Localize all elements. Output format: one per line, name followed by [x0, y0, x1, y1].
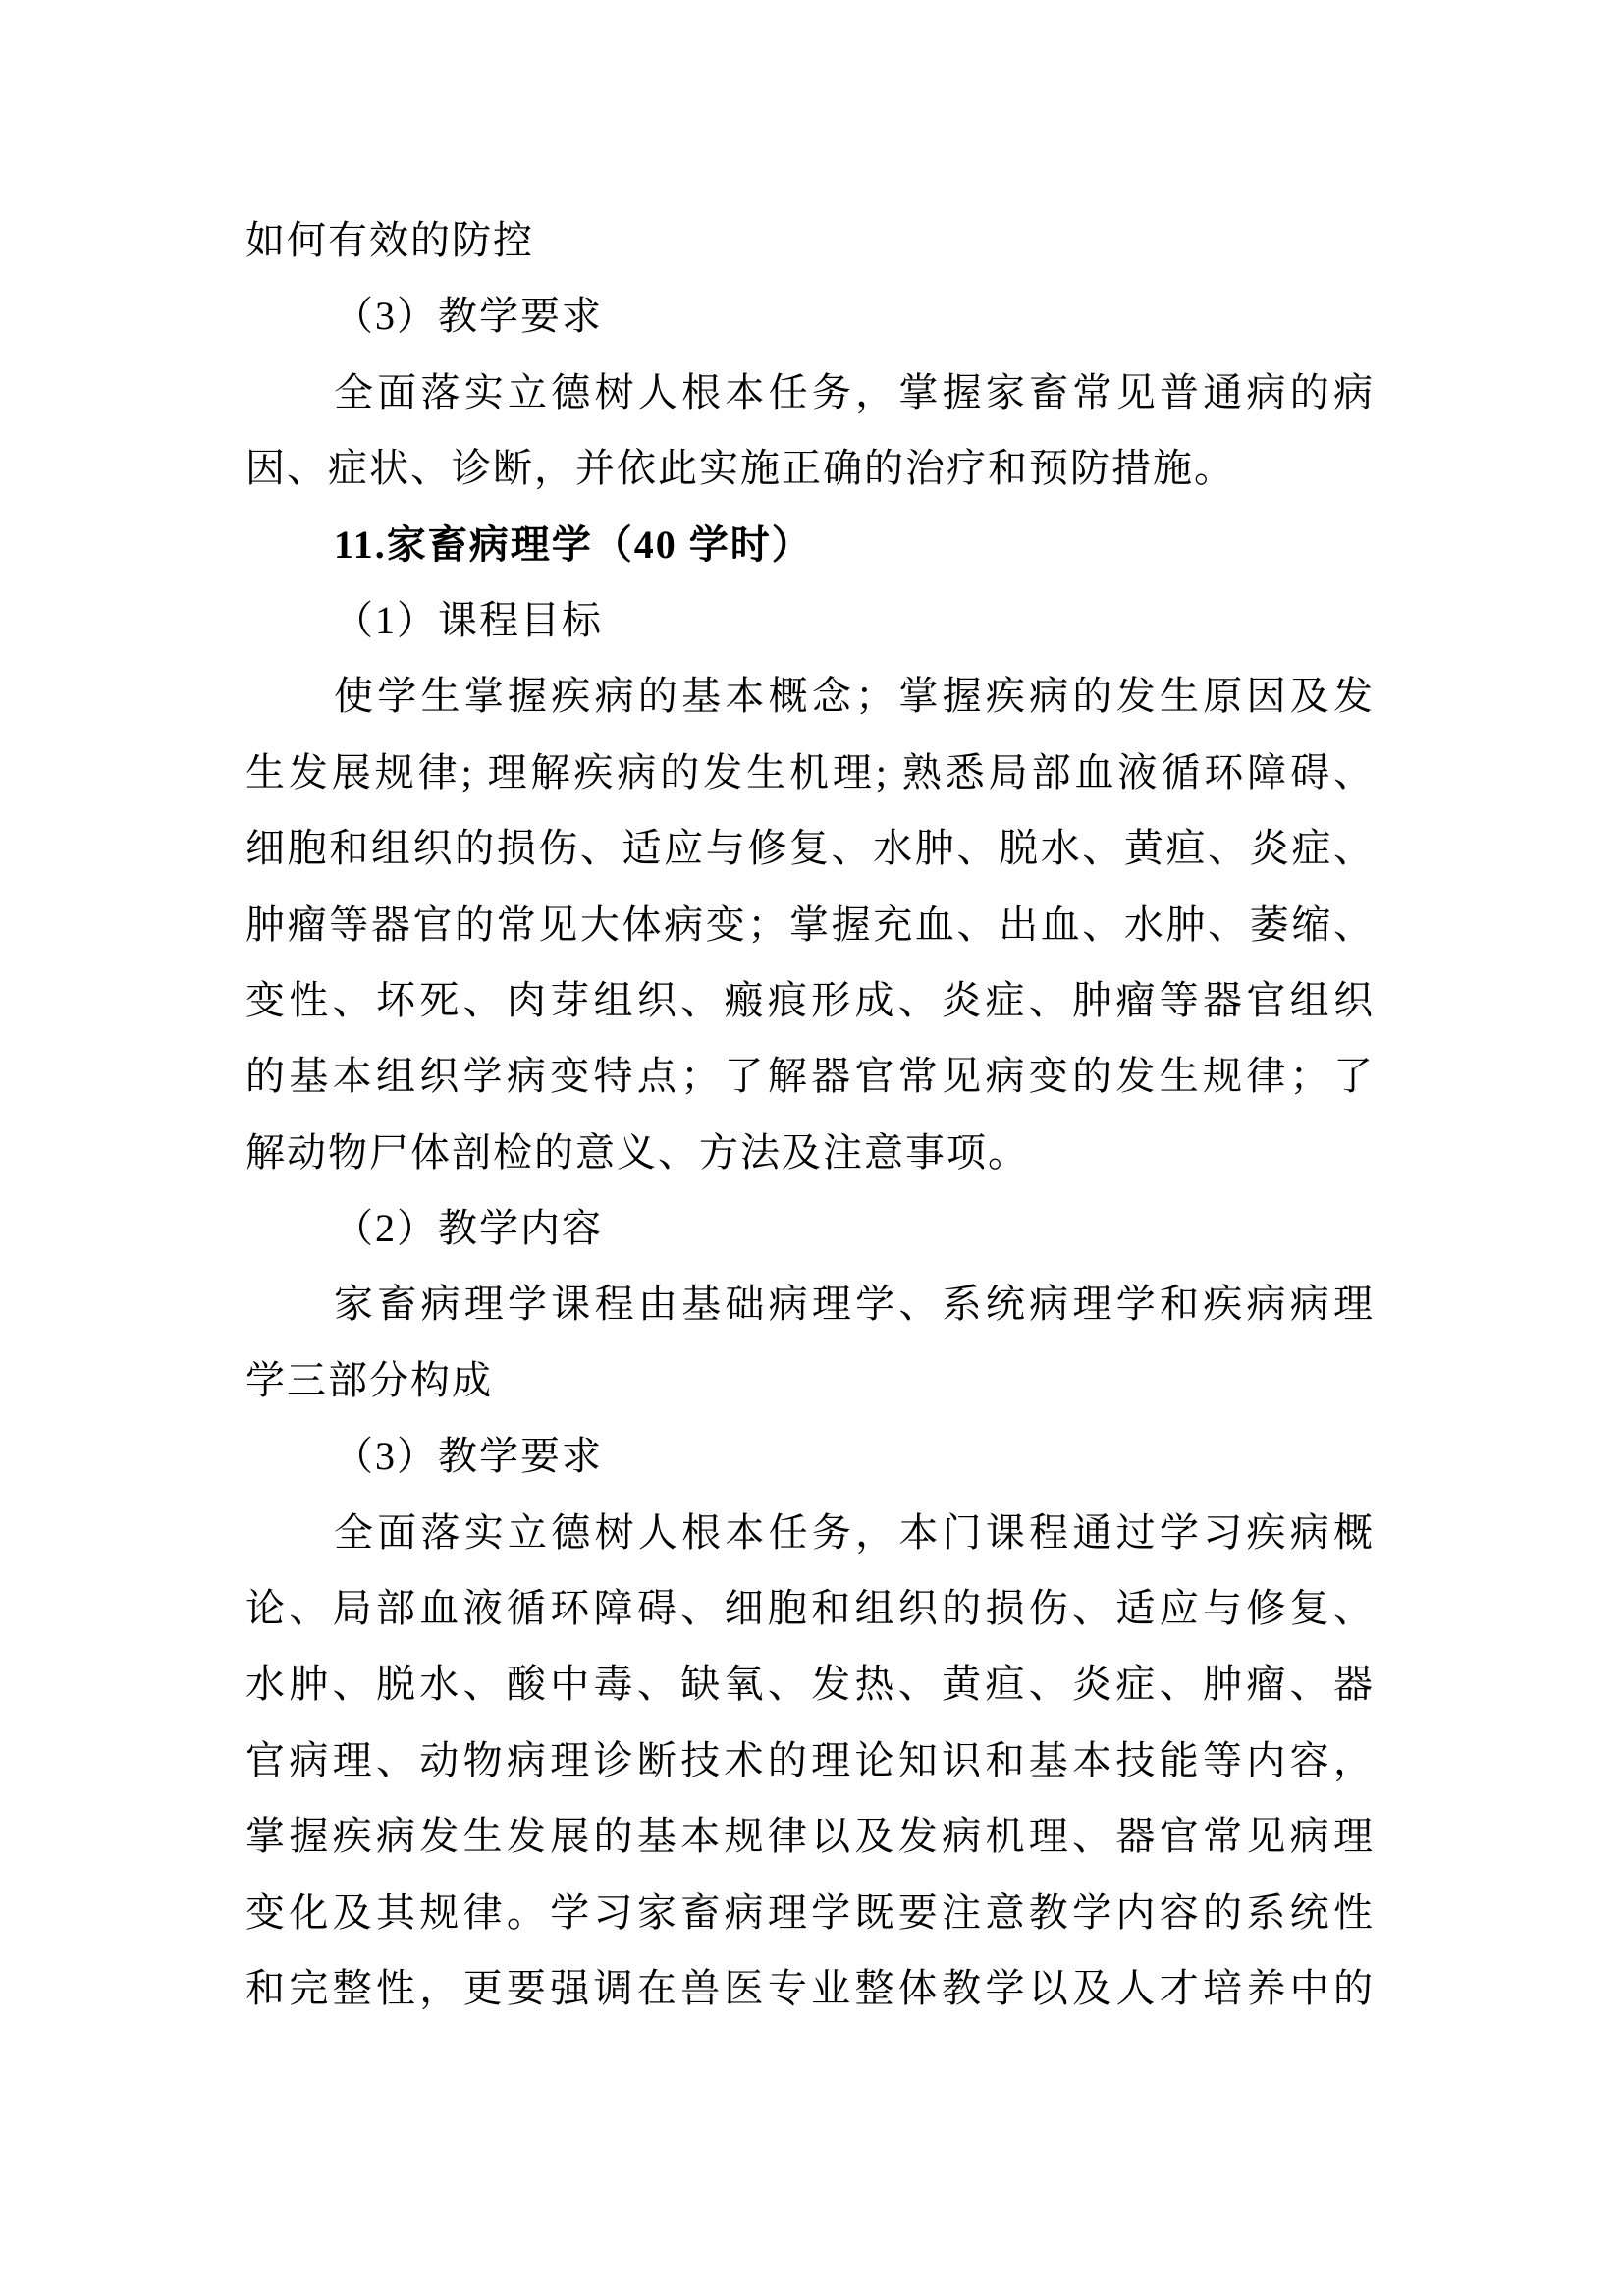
- text-line: 因、症状、诊断，并依此实施正确的治疗和预防措施。: [245, 446, 1235, 491]
- text-line: 变性、坏死、肉芽组织、瘢痕形成、炎症、肿瘤等器官组织: [245, 977, 1375, 1022]
- text-line: 使学生掌握疾病的基本概念；掌握疾病的发生原因及发: [334, 674, 1375, 719]
- text-line: 和完整性，更要强调在兽医专业整体教学以及人才培养中的: [245, 1965, 1375, 2010]
- text-line: 学三部分构成: [245, 1357, 493, 1402]
- text-line: 论、局部血液循环障碍、细胞和组织的损伤、适应与修复、: [245, 1586, 1375, 1631]
- text-line: 官病理、动物病理诊断技术的理论知识和基本技能等内容，: [245, 1737, 1375, 1782]
- text-line: 全面落实立德树人根本任务，掌握家畜常见普通病的病: [334, 369, 1375, 414]
- text-line: 解动物尸体剖检的意义、方法及注意事项。: [245, 1129, 1029, 1175]
- text-line: （1）课程目标: [334, 597, 603, 642]
- text-line: 变化及其规律。学习家畜病理学既要注意教学内容的系统性: [245, 1889, 1375, 1935]
- text-line: 细胞和组织的损伤、适应与修复、水肿、脱水、黄疸、炎症、: [245, 826, 1375, 871]
- text-line: 掌握疾病发生发展的基本规律以及发病机理、器官常见病理: [245, 1814, 1375, 1859]
- text-line: 水肿、脱水、酸中毒、缺氧、发热、黄疸、炎症、肿瘤、器: [245, 1662, 1375, 1707]
- text-line: （3）教学要求: [334, 294, 603, 339]
- text-line: 生发展规律; 理解疾病的发生机理; 熟悉局部血液循环障碍、: [245, 749, 1375, 794]
- text-line: 的基本组织学病变特点；了解器官常见病变的发生规律；了: [245, 1054, 1375, 1099]
- heading-line: 11.家畜病理学（40 学时）: [334, 521, 813, 567]
- text-line: 全面落实立德树人根本任务，本门课程通过学习疾病概: [334, 1509, 1375, 1555]
- text-line: 家畜病理学课程由基础病理学、系统病理学和疾病病理: [334, 1282, 1375, 1327]
- text-line: （2）教学内容: [334, 1206, 603, 1251]
- text-block: [245, 202, 1375, 2026]
- text-line: 如何有效的防控: [245, 218, 534, 262]
- text-line: （3）教学要求: [334, 1434, 603, 1479]
- text-line: 肿瘤等器官的常见大体病变；掌握充血、出血、水肿、萎缩、: [245, 902, 1375, 947]
